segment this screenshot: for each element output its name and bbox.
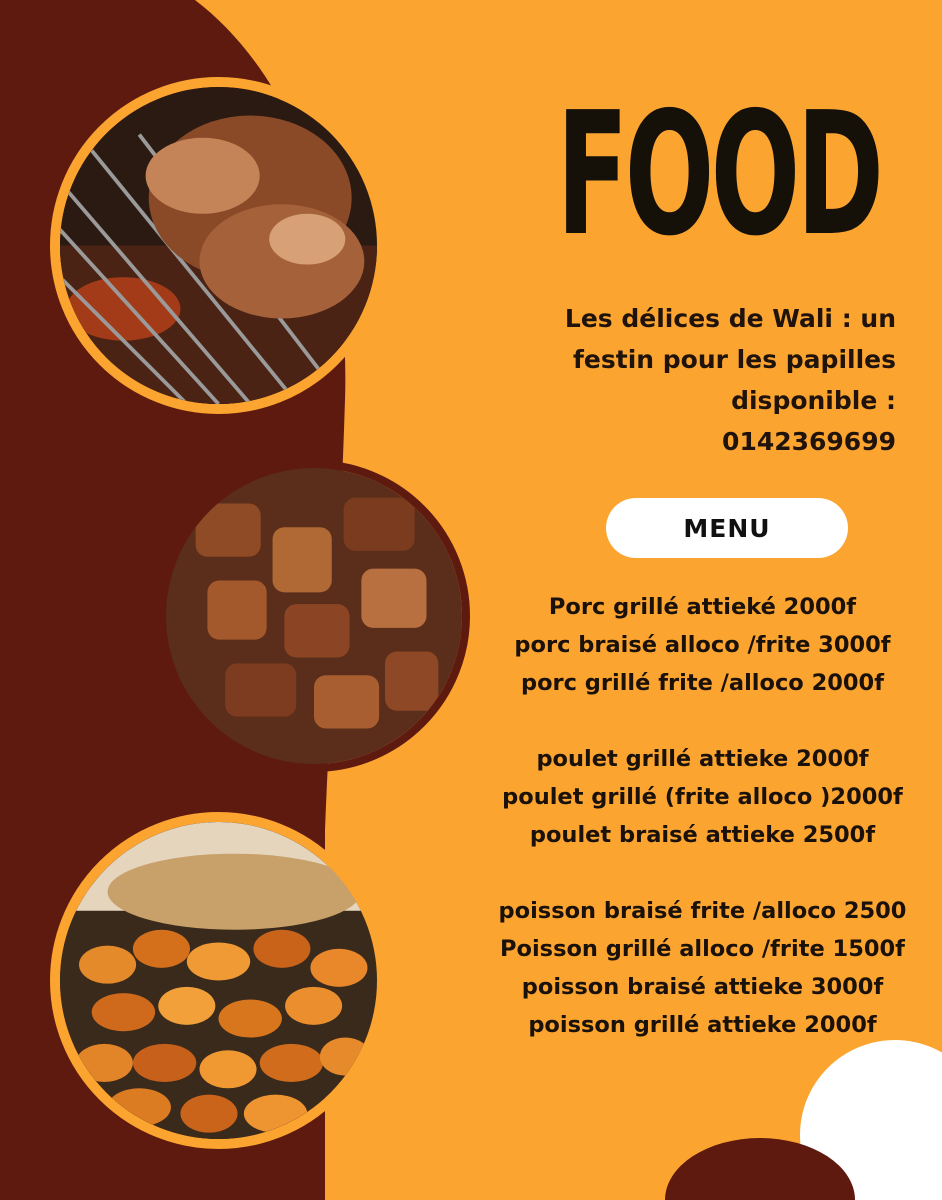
menu-group-poisson (465, 892, 940, 1044)
tagline-line-1: Les délices de Wali : un (564, 304, 896, 333)
tagline (496, 298, 896, 462)
menu-group-poulet (465, 740, 940, 854)
menu-item: poulet braisé attieke 2500f (529, 822, 876, 848)
menu-item: Poisson grillé alloco /frite 1500f (500, 936, 905, 962)
tagline-line-3: disponible : (731, 386, 896, 415)
tagline-line-2: festin pour les papilles (573, 345, 896, 374)
menu-item: poulet grillé attieke 2000f (536, 746, 869, 772)
menu-item: poisson braisé attieke 3000f (521, 974, 884, 1000)
menu-item: poulet grillé (frite alloco )2000f (502, 784, 903, 810)
grilled-meat-photo (50, 77, 387, 414)
page-title: FOOD (556, 76, 880, 274)
menu-item: porc braisé alloco /frite 3000f (514, 632, 891, 658)
menu-item: Porc grillé attieké 2000f (548, 594, 857, 620)
fried-plantain-photo (50, 812, 387, 1149)
phone-number: 0142369699 (722, 427, 896, 456)
menu-label-pill (606, 498, 848, 558)
braised-pork-photo (158, 460, 470, 772)
menu-group-porc (465, 588, 940, 702)
menu-item: poisson grillé attieke 2000f (528, 1012, 877, 1038)
menu-item: porc grillé frite /alloco 2000f (520, 670, 885, 696)
menu-list (465, 588, 940, 1082)
menu-item: poisson braisé frite /alloco 2500 (498, 898, 907, 924)
menu-label: MENU (683, 513, 771, 543)
